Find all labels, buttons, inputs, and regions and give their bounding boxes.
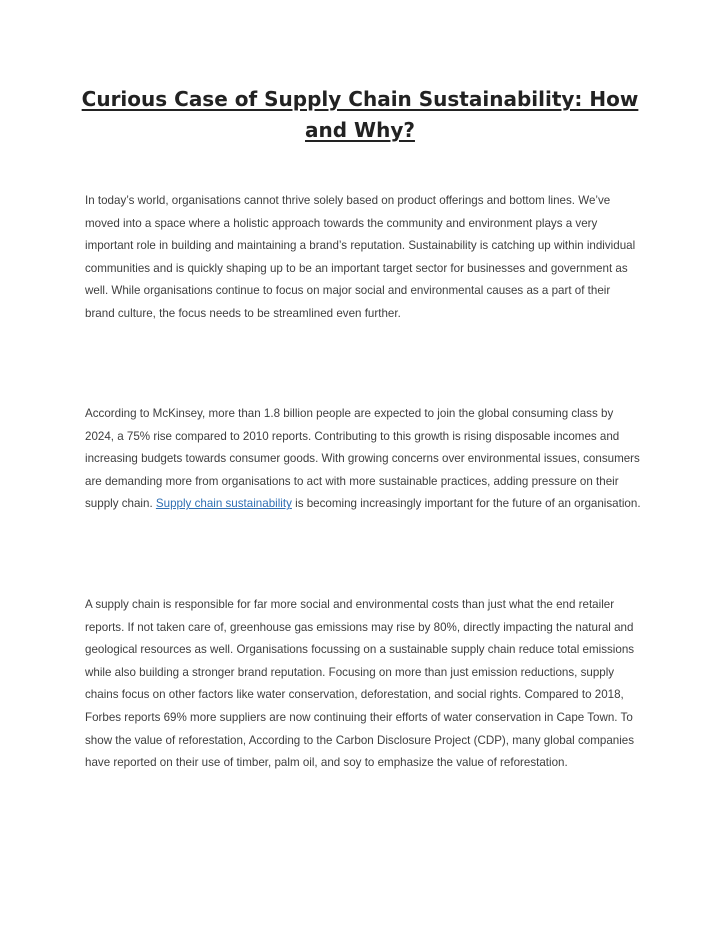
paragraph-supply-chain-costs: A supply chain is responsible for far more social and environmental costs than just what the end retailer reports. If not taken care of, greenhouse gas emissions may rise by 80%, directly impacting the natural and geological resources as well. Organisations focussing on a sustainable supply chain reduce total emissions while also building a stronger brand reputation. Focusing on more than just emission reductions, supply chains focus on other factors like water conservation, deforestation, and social rights. Compared to 2018, Forbes reports 69% more suppliers are now continuing their efforts of water conservation in Cape Town. To show the value of reforestation, According to the Carbon Disclosure Project (CDP), many global companies have reported on their use of timber, palm oil, and soy to emphasize the value of reforestation.	[85, 598, 635, 770]
paragraph-mckinsey	[85, 403, 641, 516]
document-title: Curious Case of Supply Chain Sustainability: How and Why?	[81, 87, 639, 142]
paragraph-text-after-link: is becoming increasingly important for the future of an organisation.	[291, 497, 641, 511]
paragraph-intro: In today’s world, organisations cannot thrive solely based on product offerings and bottom lines. We’ve moved into a space where a holistic approach towards the community and environment plays a very important role in building and maintaining a brand’s reputation. Sustainability is catching up within individual communities and is quickly shaping up to be an important target sector for businesses and government as well. While organisations continue to focus on major social and environmental causes as a part of their brand culture, the focus needs to be streamlined even further.	[85, 194, 636, 320]
paragraph-text-before-link: According to McKinsey, more than 1.8 billion people are expected to join the global consuming class by 2024, a 75% rise compared to 2010 reports. Contributing to this growth is rising disposable incomes and increasing budgets towards consumer goods. With growing concerns over environmental issues, consumers are demanding more from organisations to act with more sustainable practices, adding pressure on their supply chain.	[85, 407, 640, 511]
supply-chain-sustainability-link[interactable]: Supply chain sustainability	[155, 497, 292, 511]
